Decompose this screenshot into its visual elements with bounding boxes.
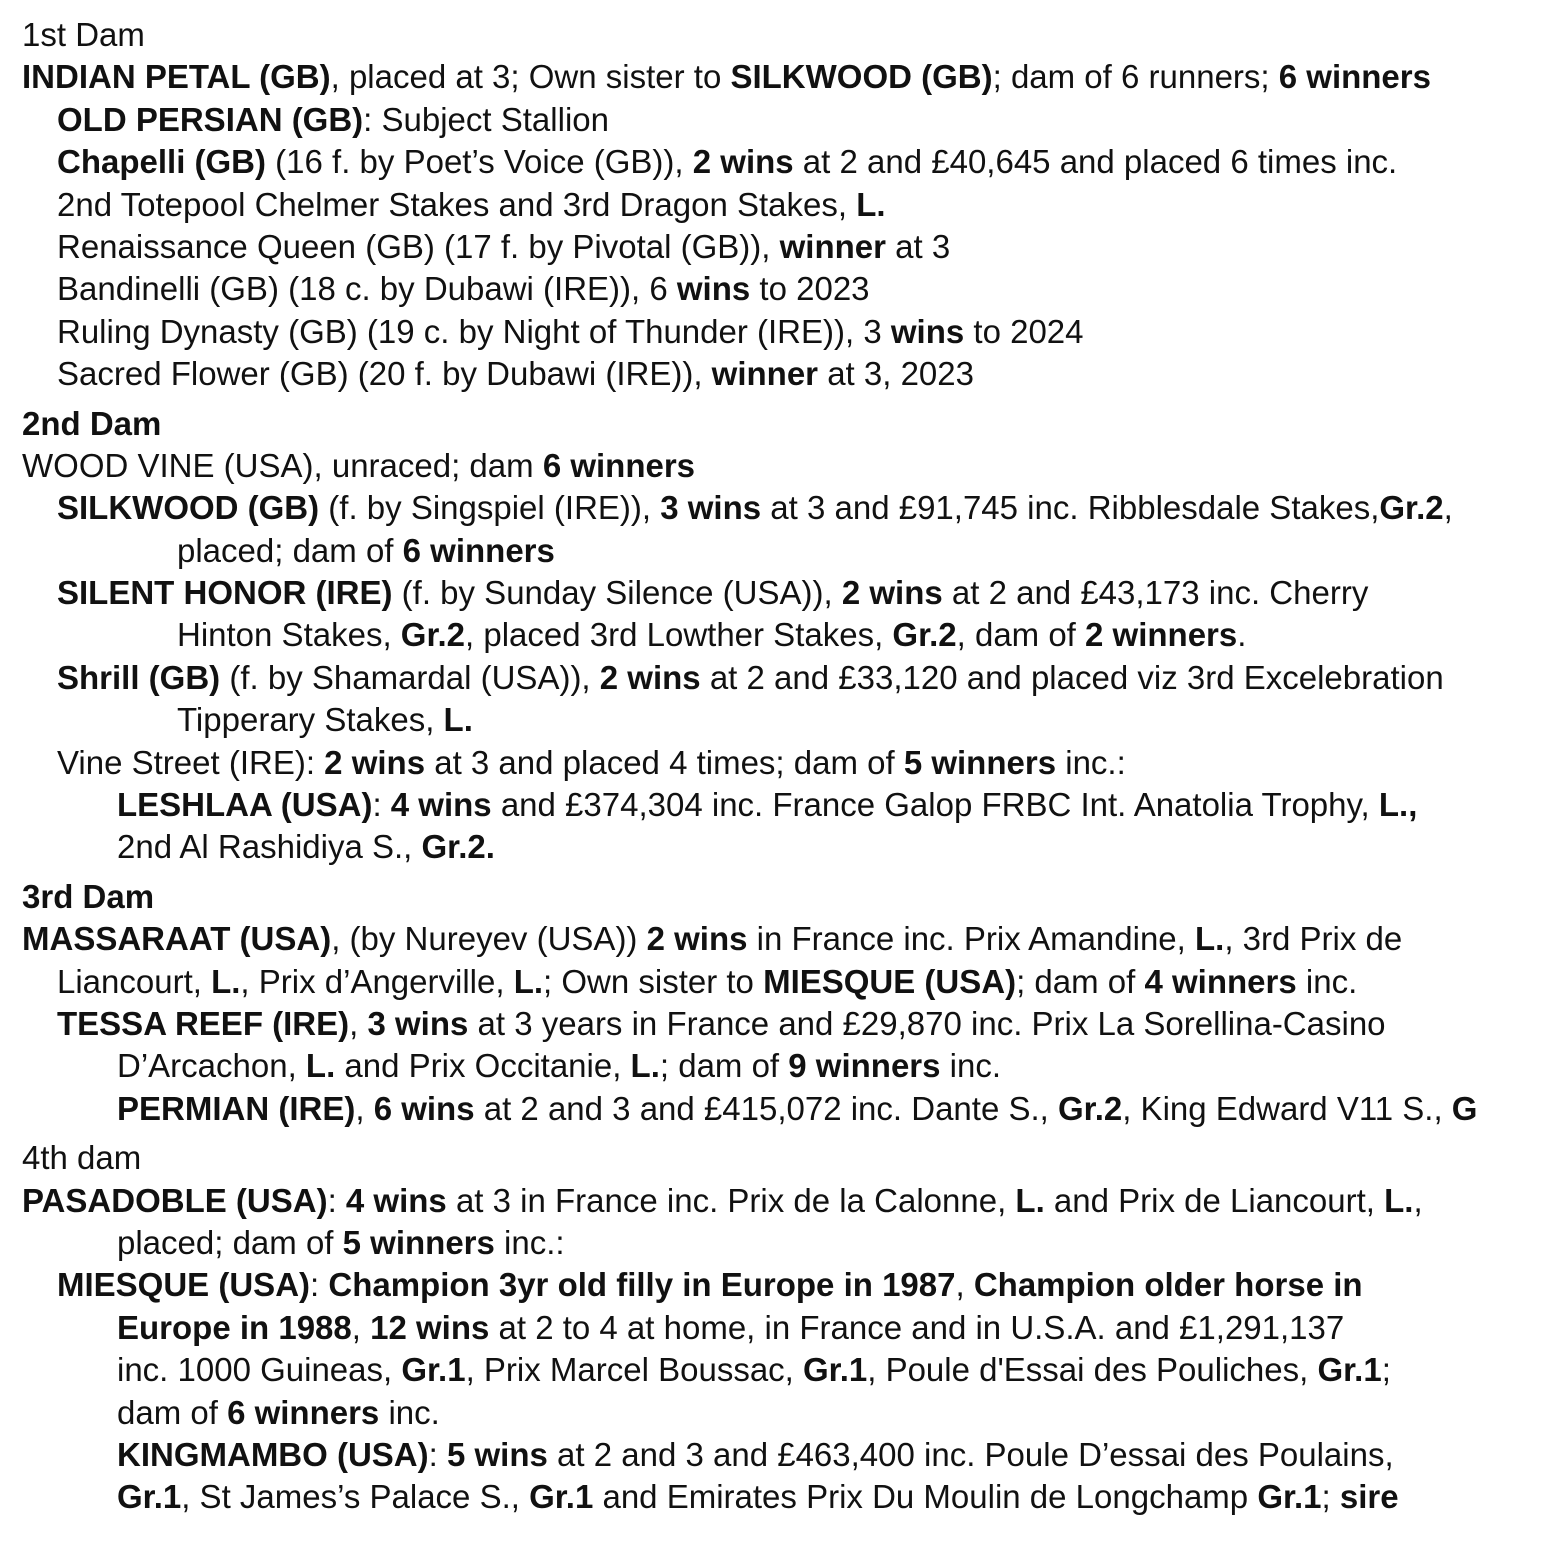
pedigree-line — [0, 311, 1564, 353]
pedigree-line — [0, 784, 1564, 826]
emphasis-text: L. — [630, 1047, 660, 1085]
emphasis-text: SILKWOOD (GB) — [57, 489, 320, 527]
pedigree-line — [0, 1392, 1564, 1434]
emphasis-text: Gr.1 — [1317, 1351, 1382, 1389]
emphasis-text: 4 wins — [390, 786, 492, 824]
body-text: D’Arcachon, — [117, 1047, 306, 1085]
body-text: dam of — [117, 1393, 228, 1431]
body-text: inc.: — [1056, 743, 1126, 781]
body-text: (f. by Shamardal (USA)), — [220, 658, 600, 696]
emphasis-text: MASSARAAT (USA) — [22, 920, 332, 958]
body-text: , Prix Marcel Boussac, — [465, 1351, 804, 1389]
body-text: Vine Street (IRE): — [57, 743, 325, 781]
emphasis-text: Gr.1 — [401, 1351, 466, 1389]
body-text: : — [428, 1435, 447, 1473]
emphasis-text: SILENT HONOR (IRE) — [57, 574, 393, 612]
body-text: , — [955, 1266, 974, 1304]
body-text: Renaissance Queen (GB) (17 f. by Pivotal (GB)), — [57, 227, 780, 265]
emphasis-text: L. — [856, 185, 886, 223]
body-text: (f. by Singspiel (IRE)), — [319, 489, 661, 527]
body-text: , placed at 3; Own sister to — [330, 58, 731, 96]
body-text: at 2 and £40,645 and placed 6 times inc. — [793, 143, 1398, 181]
emphasis-text: Gr.2 — [892, 616, 957, 654]
body-text: , — [355, 1089, 374, 1127]
emphasis-text: Gr.1 — [803, 1351, 868, 1389]
pedigree-line — [0, 226, 1564, 268]
emphasis-text: Gr.1 — [529, 1478, 594, 1516]
body-text: Tipperary Stakes, — [177, 701, 444, 739]
emphasis-text: 2 wins — [692, 143, 794, 181]
pedigree-line — [0, 268, 1564, 310]
body-text: 2nd Totepool Chelmer Stakes and 3rd Dragon Stakes, — [57, 185, 857, 223]
body-text: ; Own sister to — [543, 962, 764, 1000]
emphasis-text: wins — [890, 312, 965, 350]
body-text: at 3 and £91,745 inc. Ribblesdale Stakes, — [761, 489, 1380, 527]
body-text: WOOD VINE (USA), unraced; dam — [22, 446, 543, 484]
emphasis-text: MIESQUE (USA) — [57, 1266, 311, 1304]
body-text: : — [310, 1266, 329, 1304]
body-text: placed; dam of — [177, 531, 403, 569]
body-text: (f. by Sunday Silence (USA)), — [392, 574, 842, 612]
body-text: , — [1443, 489, 1453, 527]
emphasis-text: Gr.2 — [1379, 489, 1444, 527]
emphasis-text: Europe in 1988 — [117, 1308, 352, 1346]
emphasis-text: L. — [1015, 1181, 1045, 1219]
body-text: and Emirates Prix Du Moulin de Longchamp — [593, 1478, 1258, 1516]
body-text: inc. 1000 Guineas, — [117, 1351, 402, 1389]
emphasis-text: 3rd Dam — [22, 877, 155, 915]
emphasis-text: 12 wins — [370, 1308, 490, 1346]
emphasis-text: 3 wins — [660, 489, 762, 527]
pedigree-line — [0, 742, 1564, 784]
emphasis-text: OLD PERSIAN (GB) — [57, 100, 364, 138]
body-text: inc. — [940, 1047, 1002, 1085]
emphasis-text: G — [1451, 1089, 1478, 1127]
emphasis-text: 2 wins — [646, 920, 748, 958]
body-text: 1st Dam — [22, 16, 145, 53]
body-text: and Prix Occitanie, — [335, 1047, 631, 1085]
dam-section-heading — [0, 876, 1564, 918]
emphasis-text: 2 wins — [841, 574, 943, 612]
pedigree-line — [0, 826, 1564, 868]
body-text: , Prix d’Angerville, — [240, 962, 514, 1000]
emphasis-text: MIESQUE (USA) — [763, 962, 1017, 1000]
emphasis-text: Chapelli (GB) — [57, 143, 267, 181]
pedigree-line — [0, 184, 1564, 226]
emphasis-text: L. — [305, 1047, 336, 1085]
body-text: at 3 years in France and £29,870 inc. Prix La Sorellina-Casino — [468, 1004, 1386, 1042]
pedigree-line — [0, 572, 1564, 614]
emphasis-text: PERMIAN (IRE) — [117, 1089, 356, 1127]
pedigree-line — [0, 961, 1564, 1003]
emphasis-text: 6 wins — [373, 1089, 475, 1127]
body-text: at 3 and placed 4 times; dam of — [425, 743, 904, 781]
pedigree-line — [0, 1180, 1564, 1222]
pedigree-line — [0, 56, 1564, 98]
emphasis-text: Gr.1 — [117, 1478, 182, 1516]
emphasis-text: L. — [211, 962, 241, 1000]
body-text: at 2 to 4 at home, in France and in U.S.A. and £1,291,137 — [489, 1308, 1345, 1346]
emphasis-text: L. — [443, 701, 473, 739]
emphasis-text: 5 winners — [342, 1223, 495, 1261]
body-text: Hinton Stakes, — [177, 616, 401, 654]
emphasis-text: winner — [711, 355, 819, 393]
body-text: and Prix de Liancourt, — [1044, 1181, 1385, 1219]
body-text: ; dam of — [1016, 962, 1145, 1000]
emphasis-text: 6 winners — [227, 1393, 380, 1431]
body-text: at 3 — [885, 227, 951, 265]
pedigree-line — [0, 1088, 1564, 1130]
body-text: at 2 and £33,120 and placed viz 3rd Excelebration — [700, 658, 1444, 696]
body-text: at 2 and 3 and £463,400 inc. Poule D’essai des Poulains, — [547, 1435, 1394, 1473]
pedigree-line — [0, 918, 1564, 960]
emphasis-text: Gr.1 — [1257, 1478, 1322, 1516]
emphasis-text: 2 wins — [324, 743, 426, 781]
body-text: inc. — [1296, 962, 1358, 1000]
emphasis-text: L., — [1378, 786, 1418, 824]
body-text: inc.: — [494, 1223, 565, 1261]
emphasis-text: Gr.2 — [1058, 1089, 1123, 1127]
emphasis-text: LESHLAA (USA) — [117, 786, 373, 824]
body-text: , — [351, 1308, 371, 1346]
body-text: , 3rd Prix de — [1224, 920, 1403, 958]
body-text: : — [327, 1181, 346, 1219]
body-text: , (by Nureyev (USA)) — [331, 920, 647, 958]
pedigree-line — [0, 1349, 1564, 1391]
body-text: placed; dam of — [117, 1223, 343, 1261]
body-text: Sacred Flower (GB) (20 f. by Dubawi (IRE)), — [57, 355, 712, 393]
emphasis-text: 2 wins — [599, 658, 701, 696]
body-text: ; — [1321, 1478, 1340, 1516]
pedigree-line — [0, 141, 1564, 183]
emphasis-text: TESSA REEF (IRE) — [57, 1004, 350, 1042]
pedigree-line — [0, 1003, 1564, 1045]
emphasis-text: sire — [1339, 1478, 1399, 1516]
body-text: , St James’s Palace S., — [181, 1478, 530, 1516]
pedigree-line — [0, 657, 1564, 699]
emphasis-text: 5 wins — [446, 1435, 548, 1473]
body-text: to 2023 — [750, 270, 870, 308]
body-text: inc. — [379, 1393, 440, 1431]
emphasis-text: 6 winners — [542, 446, 696, 484]
pedigree-line — [0, 699, 1564, 741]
body-text: . — [1237, 616, 1247, 654]
pedigree-line — [0, 353, 1564, 395]
emphasis-text: 4 winners — [1144, 962, 1297, 1000]
body-text: 4th dam — [22, 1139, 142, 1177]
pedigree-line — [0, 99, 1564, 141]
body-text: at 3 in France inc. Prix de la Calonne, — [446, 1181, 1016, 1219]
body-text: Ruling Dynasty (GB) (19 c. by Night of Thunder (IRE)), 3 — [57, 312, 891, 350]
body-text: 2nd Al Rashidiya S., — [117, 828, 422, 866]
body-text: (16 f. by Poet’s Voice (GB)), — [266, 143, 693, 181]
emphasis-text: L. — [513, 962, 544, 1000]
emphasis-text: Gr.2. — [421, 828, 495, 866]
pedigree-line — [0, 445, 1564, 487]
pedigree-line — [0, 1307, 1564, 1349]
body-text: , Poule d'Essai des Pouliches, — [867, 1351, 1318, 1389]
pedigree-line — [0, 1264, 1564, 1306]
emphasis-text: 4 wins — [345, 1181, 447, 1219]
body-text: in France inc. Prix Amandine, — [747, 920, 1195, 958]
body-text: , placed 3rd Lowther Stakes, — [465, 616, 893, 654]
emphasis-text: PASADOBLE (USA) — [22, 1181, 328, 1219]
pedigree-line — [0, 1476, 1564, 1518]
emphasis-text: 5 winners — [903, 743, 1057, 781]
emphasis-text: wins — [676, 270, 751, 308]
body-text: , — [1413, 1181, 1423, 1219]
emphasis-text: 2 winners — [1085, 616, 1238, 654]
body-text: ; dam of 6 runners; — [992, 58, 1279, 96]
body-text: Liancourt, — [57, 962, 212, 1000]
pedigree-line — [0, 1434, 1564, 1476]
body-text: , dam of — [956, 616, 1086, 654]
emphasis-text: winner — [779, 227, 886, 265]
body-text: to 2024 — [964, 312, 1084, 350]
pedigree-line — [0, 1222, 1564, 1264]
emphasis-text: Champion 3yr old filly in Europe in 1987 — [328, 1266, 956, 1304]
body-text: at 2 and £43,173 inc. Cherry — [942, 574, 1369, 612]
emphasis-text: 3 wins — [367, 1004, 469, 1042]
emphasis-text: 9 winners — [788, 1047, 941, 1085]
body-text: ; — [1381, 1351, 1391, 1389]
dam-section-heading — [0, 403, 1564, 445]
emphasis-text: 6 winners — [1278, 58, 1431, 96]
body-text: ; dam of — [659, 1047, 789, 1085]
emphasis-text: Champion older horse in — [973, 1266, 1363, 1304]
emphasis-text: INDIAN PETAL (GB) — [22, 58, 331, 96]
emphasis-text: Shrill (GB) — [57, 658, 221, 696]
pedigree-line — [0, 1045, 1564, 1087]
body-text: : — [372, 786, 391, 824]
body-text: , King Edward V11 S., — [1122, 1089, 1452, 1127]
emphasis-text: 2nd Dam — [22, 404, 162, 442]
body-text: , — [349, 1004, 368, 1042]
body-text: : Subject Stallion — [363, 100, 609, 138]
body-text: at 2 and 3 and £415,072 inc. Dante S., — [474, 1089, 1058, 1127]
emphasis-text: KINGMAMBO (USA) — [117, 1435, 429, 1473]
body-text: and £374,304 inc. France Galop FRBC Int. Anatolia Trophy, — [491, 786, 1379, 824]
dam-section-heading — [0, 14, 1564, 56]
dam-section-heading — [0, 1137, 1564, 1179]
body-text: Bandinelli (GB) (18 c. by Dubawi (IRE)), 6 — [57, 270, 677, 308]
emphasis-text: L. — [1195, 920, 1225, 958]
emphasis-text: SILKWOOD (GB) — [730, 58, 993, 96]
emphasis-text: 6 winners — [402, 531, 555, 569]
emphasis-text: L. — [1384, 1181, 1414, 1219]
pedigree-line — [0, 530, 1564, 572]
body-text: at 3, 2023 — [818, 355, 974, 393]
pedigree-line — [0, 487, 1564, 529]
emphasis-text: Gr.2 — [400, 616, 465, 654]
pedigree-line — [0, 614, 1564, 656]
